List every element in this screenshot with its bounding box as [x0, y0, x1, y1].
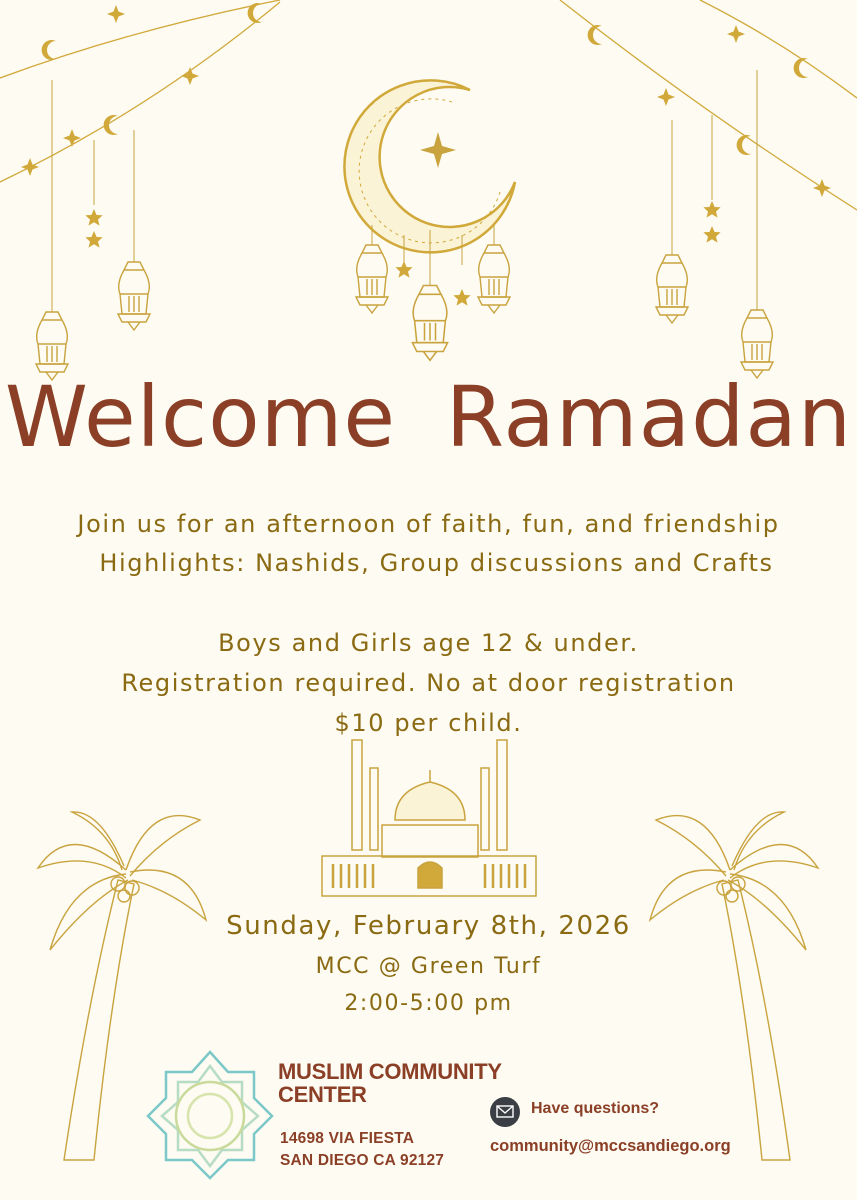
event-date: Sunday, February 8th, 2026	[226, 911, 631, 941]
organization-name	[278, 1060, 548, 1106]
crescent-moon-icon	[344, 80, 515, 360]
mcc-logo-icon	[148, 1052, 272, 1178]
bunting-left	[0, 0, 280, 182]
event-time: 2:00-5:00 pm	[344, 991, 513, 1016]
intro-line: Join us for an afternoon of faith, fun, and friendship	[77, 510, 780, 538]
address-line: 14698 VIA FIESTA	[280, 1130, 415, 1147]
organization-name-line: CENTER	[278, 1082, 367, 1107]
organization-name-line: MUSLIM COMMUNITY	[278, 1059, 502, 1084]
info-line: Boys and Girls age 12 & under.	[218, 629, 639, 657]
questions-prompt: Have questions?	[531, 1100, 660, 1117]
info-line: $10 per child.	[334, 709, 523, 737]
info-line: Registration required. No at door registration	[121, 669, 736, 697]
page-title: Welcome Ramadan	[4, 368, 853, 466]
address-line: SAN DIEGO CA 92127	[280, 1152, 445, 1169]
bunting-right	[560, 0, 857, 210]
mosque-icon	[322, 740, 536, 896]
palm-tree-right-icon	[650, 812, 818, 1160]
palm-tree-left-icon	[38, 812, 206, 1160]
contact-email-link[interactable]: community@mccsandiego.org	[490, 1137, 731, 1155]
intro-line: Highlights: Nashids, Group discussions and Crafts	[99, 549, 774, 577]
event-location: MCC @ Green Turf	[315, 954, 542, 979]
